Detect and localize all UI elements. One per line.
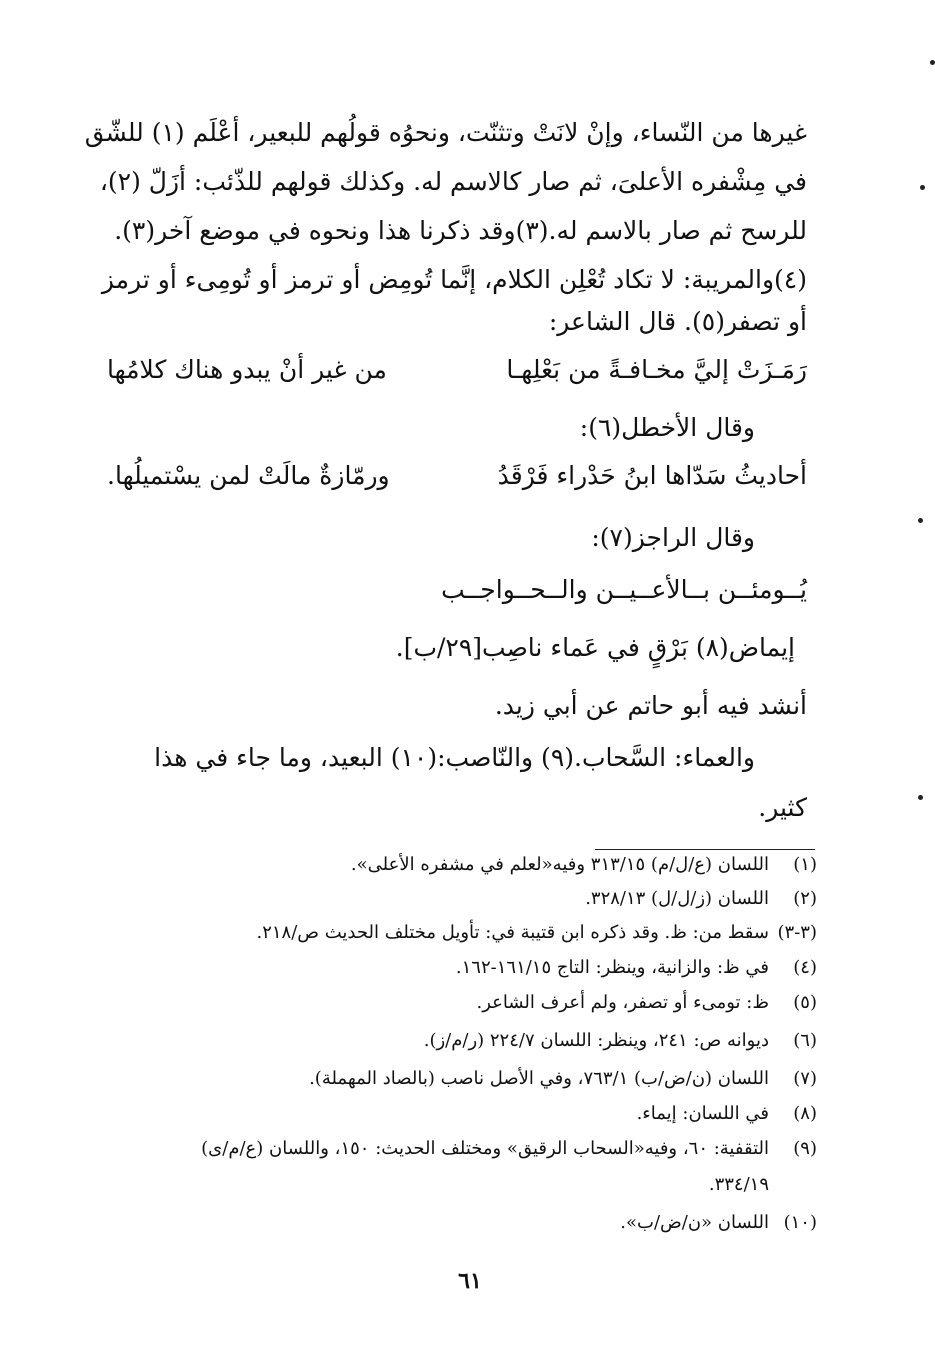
body-line: كثير. xyxy=(758,793,807,822)
footnote-number: (٥) xyxy=(793,992,817,1013)
rajaz-line-2-text: إيماض(٨) بَرْقٍ في عَماء ناصِب[٢٩/ب]. xyxy=(395,633,795,662)
footnote-text: اللسان (ز/ل/ل) ٣٢٨/١٣. xyxy=(585,888,769,909)
footnote-text: في ظ: والزانية، وينظر: التاج ١٦١/١٥-١٦٢. xyxy=(455,957,769,978)
footnote xyxy=(117,990,817,1016)
footnote-divider xyxy=(595,849,815,850)
rajaz-line-1-text: يُــومئــن بــالأعــيــن والــحــواجــب xyxy=(441,575,807,604)
footnote xyxy=(117,955,817,981)
scan-speck xyxy=(920,185,925,190)
footnote-continuation: ٣٣٤/١٩. xyxy=(708,1174,769,1195)
rajaz-line-1 xyxy=(107,570,807,610)
footnote-number: (٢) xyxy=(793,888,817,909)
body-line: والعماء: السَّحاب.(٩) والنّاصب:(١٠) البعيد، وما جاء في هذا xyxy=(154,743,755,772)
body-line: غيرها من النّساء، وإنْ لانَتْ وتثنّت، ونحوُه قولُهم للبعير، أعْلَم (١) للشّق xyxy=(84,118,807,147)
footnote-text: ديوانه ص: ٢٤١، وينظر: اللسان ٢٢٤/٧ (ر/م/ز). xyxy=(423,1030,769,1051)
verse-2 xyxy=(107,456,807,496)
page-number: ٦١ xyxy=(458,1268,482,1294)
footnote xyxy=(117,1028,817,1054)
footnote xyxy=(117,1101,817,1127)
footnote-text: التقفية: ٦٠، وفيه«السحاب الرقيق» ومختلف الحديث: ١٥٠، واللسان (ع/م/ى) xyxy=(201,1138,769,1159)
scan-speck xyxy=(918,518,923,523)
footnote-number: (٣-٣) xyxy=(777,922,817,943)
footnote xyxy=(117,1136,817,1162)
footnote-number: (١) xyxy=(793,854,817,875)
verse-1-second-hemistich: من غير أنْ يبدو هناك كلامُها xyxy=(107,355,387,384)
verse-2-first-hemistich: أحاديثُ سَدّاها ابنُ حَدْراء فَرْقَدُ xyxy=(497,461,807,490)
footnote xyxy=(117,852,817,878)
body-line: (٤)والمريبة: لا تكاد تُعْلِن الكلام، إنَّما تُومِض أو ترمز أو تُومِىء أو ترمز xyxy=(101,265,807,294)
footnote-text: اللسان (ع/ل/م) ٣١٣/١٥ وفيه«لعلم في مشفره الأعلى». xyxy=(350,854,769,875)
footnote-number: (٨) xyxy=(793,1103,817,1124)
footnote-number: (١٠) xyxy=(783,1212,817,1233)
body-line: للرسح ثم صار بالاسم له.(٣)وقد ذكرنا هذا ونحوه في موضع آخر(٣). xyxy=(114,216,807,245)
footnote-text: سقط من: ظ. وقد ذكره ابن قتيبة في: تأويل مختلف الحديث ص/٢١٨. xyxy=(256,922,769,943)
scan-speck xyxy=(930,60,935,65)
footnote-number: (٩) xyxy=(793,1138,817,1159)
footnote-number: (٤) xyxy=(793,957,817,978)
footnote-number: (٦) xyxy=(793,1030,817,1051)
body-line: أو تصفر(٥). قال الشاعر: xyxy=(548,307,807,336)
scan-speck xyxy=(918,795,923,800)
verse-1 xyxy=(107,350,807,390)
poet-intro-rajiz: وقال الراجز(٧): xyxy=(591,523,755,552)
body-line: في مِشْفره الأعلىَ، ثم صار كالاسم له. وكذلك قولهم للذّئب: أزَلّ (٢)، xyxy=(99,167,807,196)
verse-1-first-hemistich: رَمَـزَتْ إليَّ مخـافـةً من بَعْلِهـا xyxy=(506,355,807,384)
body-line: أنشد فيه أبو حاتم عن أبي زيد. xyxy=(494,691,807,720)
footnote-text: في اللسان: إيماء. xyxy=(636,1103,769,1124)
verse-2-second-hemistich: ورمّازةٌ مالَتْ لمن يسْتميلُها. xyxy=(107,461,390,490)
footnote-number: (٧) xyxy=(793,1068,817,1089)
poet-intro-akhtal: وقال الأخطل(٦): xyxy=(579,413,755,442)
footnote xyxy=(117,1066,817,1092)
footnote-text: اللسان «ن/ض/ب». xyxy=(620,1212,769,1233)
footnote-text: اللسان (ن/ض/ب) ٧٦٣/١، وفي الأصل ناصب (بالصاد المهملة). xyxy=(309,1068,769,1089)
footnote xyxy=(117,920,817,946)
footnote xyxy=(117,886,817,912)
rajaz-line-2 xyxy=(95,628,795,668)
footnote xyxy=(117,1210,817,1236)
footnote-text: ظ: تومىء أو تصفر، ولم أعرف الشاعر. xyxy=(476,992,769,1013)
